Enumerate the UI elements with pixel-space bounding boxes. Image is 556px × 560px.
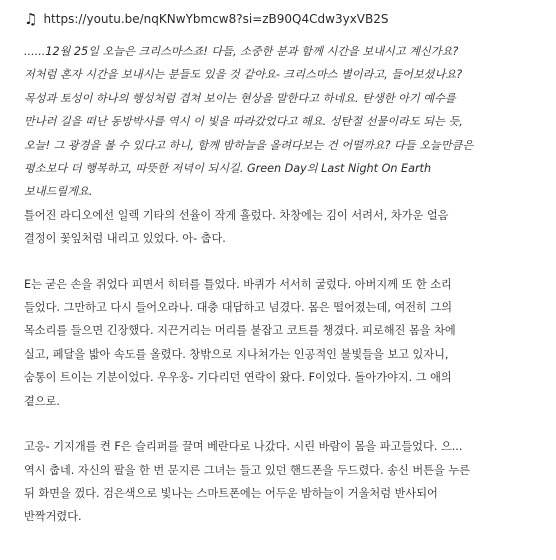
youtube-link[interactable]: https://youtu.be/nqKNwYbmcw8?si=zB90Q4Cdw3yxVB2S bbox=[43, 12, 389, 26]
body-line: 목소리를 들으면 긴장했다. 지끈거리는 머리를 붙잡고 코트를 챙겼다. 피로해진 몸을 차에 bbox=[24, 324, 456, 338]
body-paragraph-3 bbox=[24, 435, 548, 529]
body-line: 반짝거렸다. bbox=[24, 510, 82, 524]
body-line: 고응- 기지개를 켠 F은 슬리퍼를 끌며 베란다로 나갔다. 시린 바람이 몸을 파고들었다. 으... bbox=[24, 440, 463, 454]
body-line: 곁으로. bbox=[24, 394, 60, 408]
paragraph-gap bbox=[24, 251, 548, 273]
body-line: 뒤 화면을 껐다. 검은색으로 빛나는 스마트폰에는 어두운 밤하늘이 거울처럼 반사되어 bbox=[24, 486, 438, 500]
intro-line: ......12월 25일 오늘은 크리스마스죠! 다들, 소중한 분과 함께 시간을 보내시고 계신가요? bbox=[24, 45, 459, 58]
music-link-row bbox=[24, 8, 548, 30]
body-line: 들었다. 그만하고 다시 들어오라나. 대충 대답하고 넘겼다. 몸은 떨어졌는데, 여전히 그의 bbox=[24, 301, 453, 315]
body-line: 역시 춥네. 자신의 팔을 한 번 문지른 그녀는 들고 있던 핸드폰을 두드렸다. 송신 버튼을 누른 bbox=[24, 463, 470, 477]
intro-paragraph bbox=[24, 40, 548, 204]
body-line: 숨통이 트이는 기분이었다. 우우웅- 기다리던 연락이 왔다. F이었다. 돌아가야지. 그 애의 bbox=[24, 371, 452, 385]
intro-line: 목성과 토성이 하나의 행성처럼 겹쳐 보이는 현상을 말한다고 하네요. 탄생한 아기 예수를 bbox=[24, 91, 456, 105]
music-note-icon: ♫ bbox=[24, 10, 38, 28]
body-line: 결정이 꽃잎처럼 내리고 있었다. 아- 춥다. bbox=[24, 232, 226, 246]
body-line: 틀어진 라디오에선 일렉 기타의 선율이 작게 흘렀다. 차창에는 김이 서려서, 차가운 얼음 bbox=[24, 208, 449, 222]
body-paragraph-2 bbox=[24, 273, 548, 413]
body-line: 실고, 페달을 밟아 속도를 올렸다. 창밖으로 지나쳐가는 인공적인 불빛들을 보고 있자니, bbox=[24, 347, 449, 361]
intro-line: 보내드릴게요. bbox=[24, 185, 93, 199]
body-paragraph-1 bbox=[24, 204, 548, 251]
body-line: E는 굳은 손을 쥐었다 피면서 히터를 틀었다. 바퀴가 서서히 굴렀다. 아버지께 또 한 소리 bbox=[24, 277, 452, 291]
intro-line: 평소보다 더 행복하고, 따뜻한 저녁이 되시길. Green Day의 Last Night On Earth bbox=[24, 162, 432, 176]
intro-line: 만나러 길을 떠난 동방박사를 역시 이 빛을 따라갔었다고 해요. 성탄절 선물이라도 되는 듯, bbox=[24, 115, 463, 129]
intro-line: 저처럼 혼자 시간을 보내시는 분들도 있을 것 같아요- 크리스마스 별이라고, 들어보셨나요? bbox=[24, 68, 463, 82]
paragraph-gap bbox=[24, 413, 548, 435]
intro-line: 오늘! 그 광경을 볼 수 있다고 하니, 함께 밤하늘을 올려다보는 건 어떨까요? 다들 오늘만큼은 bbox=[24, 138, 474, 152]
